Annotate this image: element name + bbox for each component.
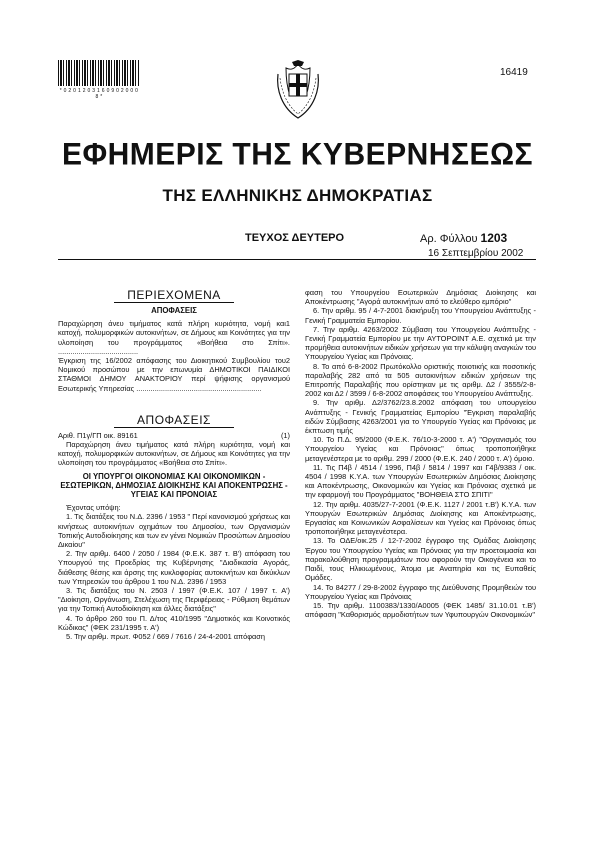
toc-item-text: Παραχώρηση άνευ τιμήματος κατά πλήρη κυριότητα, νομή και κατοχή, πολυμορφικών αυτοκινήτων, σε Δήμους και Κοινότητες για την υλοποίηση του προγράμματος «Βοήθεια στο Σπίτι». ....................................... <box>58 319 290 356</box>
paragraph: 13. Το ΟΔΕ/οικ.25 / 12-7-2002 έγγραφο της Ομάδας Διοίκησης Έργου του Υπουργείου Υγείας και Πρόνοιας για την προετοιμασία και παρακολούθηση προγραμμάτων που αφορούν την Οικογένεια και το Παιδί, τους Ηλικιωμένους, Άτομα με Αναπηρία και τις Ευπαθείς Ομάδες. <box>305 536 536 583</box>
toc-item <box>58 319 290 356</box>
paragraph: 9. Την αριθμ. Δ2/3762/23.8.2002 απόφαση του υπουργείου Ανάπτυξης - Γενικής Γραμματείας Εμπορίου "Έγκριση παραλαβής ειδών Σύμβασης 4263/2001 για το Υπουργείο Υγείας και Πρόνοιας με έκπτωση τιμής <box>305 398 536 436</box>
gazette-subtitle: ΤΗΣ ΕΛΛΗΝΙΚΗΣ ΔΗΜΟΚΡΑΤΙΑΣ <box>162 186 433 205</box>
barcode <box>58 60 140 86</box>
toc-item <box>58 356 290 393</box>
paragraph: 5. Την αριθμ. πρωτ. Φ052 / 669 / 7616 / 24-4-2001 απόφαση <box>66 632 265 642</box>
left-column <box>58 288 290 641</box>
ministers-heading: ΟΙ ΥΠΟΥΡΓΟΙ ΟΙΚΟΝΟΜΙΑΣ ΚΑΙ ΟΙΚΟΝΟΜΙΚΩΝ - ΕΣΩΤΕΡΙΚΩΝ, ΔΗΜΟΣΙΑΣ ΔΙΟΙΚΗΣΗΣ ΚΑΙ ΑΠΟΚΕΝΤΡΩΣΗΣ - ΥΓΕΙΑΣ ΚΑΙ ΠΡΟΝΟΙΑΣ <box>60 471 288 500</box>
paragraph: 4. Το άρθρο 260 του Π. Δ/τος 410/1995 "Δημοτικός και Κοινοτικός Κώδικας" (ΦΕΚ 231/1995 τ. Α') <box>58 613 290 632</box>
decisions-underline <box>114 427 234 428</box>
page-number: 16419 <box>500 67 528 78</box>
paragraph: 7. Την αριθμ. 4263/2002 Σύμβαση του Υπουργείου Ανάπτυξης - Γενική Γραμματεία Εμπορίου με την AYTOPOINT Α.Ε. σχετικά με την προμήθεια αυτοκινήτων ειδικών χρήσεων για την κάλυψη αναγκών του Υπουργείου Υγείας και Πρόνοιας. <box>305 324 536 362</box>
having-regard: Έχοντας υπόψη: <box>66 503 121 513</box>
paragraph: 15. Την αριθμ. 1100383/1330/Α0005 (ΦΕΚ 1485/ 31.10.01 τ.Β') απόφαση "Καθορισμός αρμοδιοτήτων των Υφυπουργών Οικονομικών" <box>305 600 536 620</box>
sheet-label: Αρ. Φύλλου <box>420 233 478 245</box>
paragraph: 10. Το Π.Δ. 95/2000 (Φ.Ε.Κ. 76/10-3-2000 τ. Α') "Οργανισμός του Υπουργείου Υγείας και Πρόνοιας" όπως τροποποιήθηκε μεταγενέστερα με το αριθμ. 299 / 2000 (Φ.Ε.Κ. 240 / 2000 τ. Α') όμοιο. <box>305 435 536 463</box>
issue-date: 16 Σεπτεμβρίου 2002 <box>428 248 524 259</box>
decisions-heading: ΑΠΟΦΑΣΕΙΣ <box>137 412 211 427</box>
sheet-number-value: 1203 <box>480 231 508 245</box>
issue-label: ΤΕΥΧΟΣ ΔΕΥΤΕΡΟ <box>245 232 345 244</box>
header-rule <box>58 259 536 260</box>
toc-page-number: 2 <box>285 356 290 366</box>
right-column <box>305 288 536 619</box>
contents-subheading: ΑΠΟΦΑΣΕΙΣ <box>151 306 197 315</box>
decision-ref-number: (1) <box>280 430 290 440</box>
paragraph: 3. Τις διατάξεις του Ν. 2503 / 1997 (Φ.Ε.Κ. 107 / 1997 τ. Α') "Διοίκηση, Οργάνωση, Στελέχωση της Περιφέρειας - Ρύθμιση θεμάτων για την Τοπική Αυτοδιοίκηση και άλλες διατάξεις" <box>58 586 290 614</box>
paragraph: 8. Το από 6-8-2002 Πρωτόκολλο οριστικής ποιοτικής και ποσοτικής παραλαβής 282 από τα 505 αυτοκινήτων ειδικών χρήσεων της Επιτροπής Παραλαβής που ορίστηκαν με τις αριθμ. Δ2 / 3555/2-8-2002 και Δ2 / 3599 / 6-8-2002 αποφάσεις του Υπουργείου Ανάπτυξης. <box>305 361 536 399</box>
decision-ref-code: Αριθ. Π1γ/ΓΠ οικ. 89161 <box>58 430 138 440</box>
paragraph: 2. Την αριθμ. 6400 / 2050 / 1984 (Φ.Ε.Κ. 387 τ. Β') απόφαση του Υπουργού της Προεδρίας της Κυβέρνησης "Διαδικασία Αγοράς, διάθεσης θέσης και άρσης της κυκλοφορίας αυτοκινήτων και δικύκλων των Υπηρεσιών του άρθρου 1 του Ν.Δ. 2396 / 1953 <box>58 549 290 586</box>
toc-item-text: Έγκριση της 16/2002 απόφασης του Διοικητικού Συμβουλίου του Νομικού προσώπου με την επωνυμία ΔΗΜΟΤΙΚΟΙ ΠΑΙΔΙΚΟΙ ΣΤΑΘΜΟΙ ΔΗΜΟΥ ΑΝΑΚΤΟΡΙΟΥ περί ψήφισης οργανισμού Εσωτερικής Υπηρεσίας ............................................................. <box>58 356 290 393</box>
contents-heading: ΠΕΡΙΕΧΟΜΕΝΑ <box>127 288 221 302</box>
gazette-title: ΕΦΗΜΕΡΙΣ ΤΗΣ ΚΥΒΕΡΝΗΣΕΩΣ <box>61 137 534 172</box>
paragraph: 1. Τις διατάξεις του Ν.Δ. 2396 / 1953 " Περί κανονισμού χρήσεως και κινήσεως αυτοκινήτων οχημάτων του Δημοσίου, των Οργανισμών Τοπικής Αυτοδιοίκησης και των εν γένει Νομικών Προσώπων Δημοσίου Δικαίου" <box>58 512 290 550</box>
paragraph: 14. Το 84277 / 29-8-2002 έγγραφο της Διεύθυνσης Προμηθειών του Υπουργείου Υγείας και Πρόνοιας <box>305 582 536 601</box>
paragraph: 12. Την αριθμ. 4035/27-7-2001 (Φ.Ε.Κ. 1127 / 2001 τ.Β') Κ.Υ.Α. των Υπουργών Εσωτερικών Δημόσιας Διοίκησης και Αποκέντρωσης, Εργασίας και Κοινωνικών Ασφαλίσεων και Υγείας και Πρόνοιας όπως τροποποιήθηκε μεταγενέστερα. <box>305 499 536 537</box>
paragraph: 11. Τις Π4β / 4514 / 1996, Π4β / 5814 / 1997 και Γ4β/9383 / οικ. 4504 / 1998 Κ.Υ.Α. των Υπουργών Εσωτερικών Δημόσιας Διοίκησης και Αποκέντρωσης, Οικονομικών και Υγείας και Πρόνοιας σχετικά με την εφαρμογή του Προγράμματος "ΒΟΗΘΕΙΑ ΣΤΟ ΣΠΙΤΙ" <box>305 462 536 500</box>
contents-underline <box>114 302 234 303</box>
paragraph: φαση του Υπουργείου Εσωτερικών Δημόσιας Διοίκησης και Αποκέντρωσης "Αγορά αυτοκινήτων από το ελεύθερο εμπόριο" <box>305 288 536 307</box>
decision-ref <box>58 431 290 440</box>
sheet-number <box>420 231 507 245</box>
greek-coat-of-arms-icon <box>272 60 324 122</box>
decision-summary: Παραχώρηση άνευ τιμήματος κατά πλήρη κυριότητα, νομή και κατοχή, πολυμορφικών αυτοκινήτων, σε Δήμους και Κοινότητες για την υλοποίηση του προγράμματος «Βοήθεια στο Σπίτι». <box>58 440 290 468</box>
paragraph: 6. Την αριθμ. 95 / 4-7-2001 διακήρυξη του Υπουργείου Ανάπτυξης - Γενική Γραμματεία Εμπορίου. <box>305 306 536 325</box>
barcode-number: * 0 2 0 1 2 0 3 1 6 0 9 0 2 0 0 0 8 * <box>59 88 139 100</box>
toc-page-number: 1 <box>285 319 290 329</box>
